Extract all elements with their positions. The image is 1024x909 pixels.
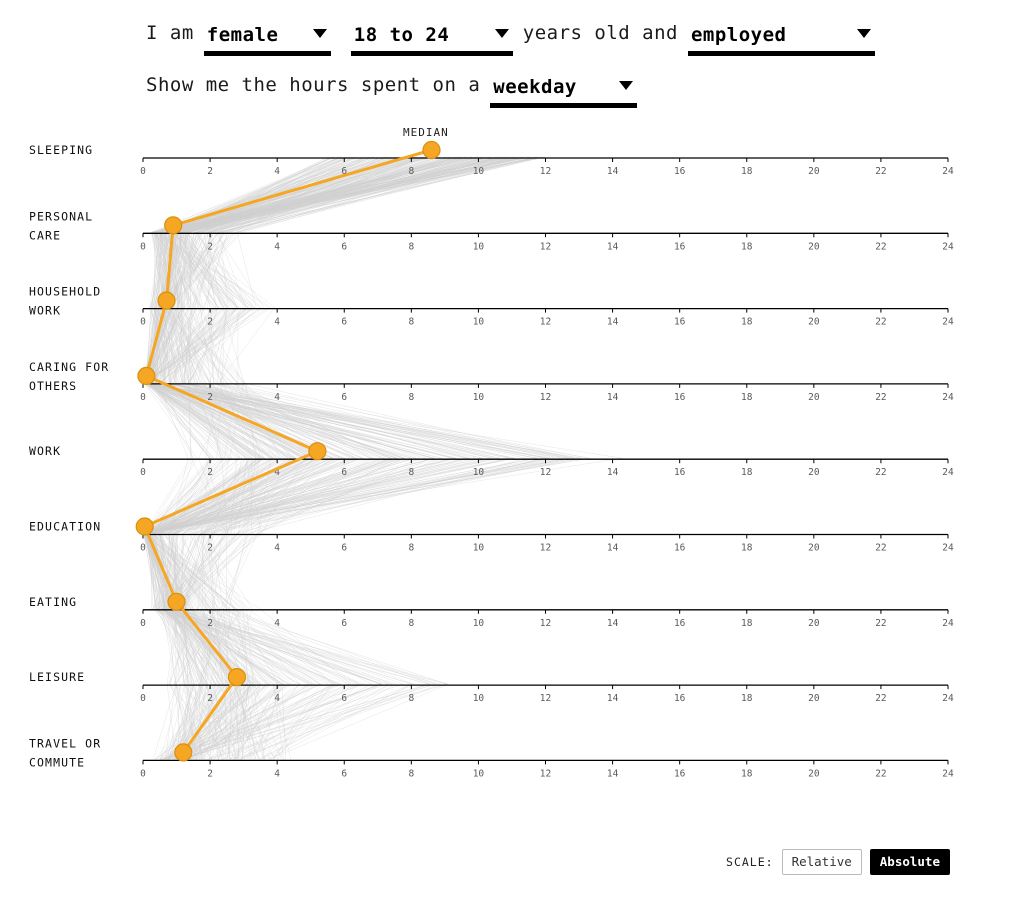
svg-text:6: 6 xyxy=(341,617,348,629)
employment-dropdown-value: employed xyxy=(690,24,787,46)
svg-text:0: 0 xyxy=(140,316,146,328)
svg-text:16: 16 xyxy=(673,693,686,705)
scale-relative-button[interactable]: Relative xyxy=(782,849,862,875)
age-dropdown[interactable] xyxy=(351,24,513,56)
svg-text:24: 24 xyxy=(942,542,954,554)
svg-text:0: 0 xyxy=(140,693,146,705)
category-label: PERSONAL xyxy=(29,209,94,224)
svg-text:12: 12 xyxy=(539,542,552,554)
svg-text:24: 24 xyxy=(942,617,954,629)
svg-text:10: 10 xyxy=(472,467,485,479)
category-label: TRAVEL OR xyxy=(29,736,102,751)
svg-text:18: 18 xyxy=(741,391,753,403)
chevron-down-icon xyxy=(313,29,327,38)
svg-text:22: 22 xyxy=(875,316,887,328)
svg-text:2: 2 xyxy=(207,166,213,177)
svg-text:4: 4 xyxy=(274,166,281,177)
category-label: WORK xyxy=(29,444,62,459)
svg-text:16: 16 xyxy=(673,617,686,629)
svg-text:20: 20 xyxy=(808,316,820,328)
median-point[interactable] xyxy=(136,518,153,535)
svg-text:2: 2 xyxy=(207,391,213,403)
svg-text:6: 6 xyxy=(341,166,348,177)
svg-text:16: 16 xyxy=(673,542,686,554)
category-label: LEISURE xyxy=(29,670,86,685)
svg-text:8: 8 xyxy=(408,693,415,705)
svg-text:0: 0 xyxy=(140,166,146,177)
svg-text:22: 22 xyxy=(875,693,887,705)
svg-text:14: 14 xyxy=(606,617,619,629)
svg-text:14: 14 xyxy=(606,467,619,479)
svg-text:20: 20 xyxy=(808,166,820,177)
chart-svg xyxy=(0,126,1024,816)
median-point[interactable] xyxy=(165,217,182,234)
category-label: CARE xyxy=(29,228,62,243)
svg-text:22: 22 xyxy=(875,617,887,629)
svg-text:22: 22 xyxy=(875,391,887,403)
svg-text:6: 6 xyxy=(341,693,348,705)
median-point[interactable] xyxy=(228,669,245,686)
svg-text:12: 12 xyxy=(539,768,552,780)
svg-text:20: 20 xyxy=(808,467,820,479)
svg-text:10: 10 xyxy=(472,693,485,705)
svg-text:12: 12 xyxy=(539,617,552,629)
svg-text:0: 0 xyxy=(140,768,146,780)
svg-text:6: 6 xyxy=(341,391,348,403)
svg-text:12: 12 xyxy=(539,693,552,705)
svg-text:0: 0 xyxy=(140,467,146,479)
svg-text:6: 6 xyxy=(341,768,348,780)
svg-text:0: 0 xyxy=(140,542,146,554)
svg-text:14: 14 xyxy=(606,542,619,554)
svg-text:20: 20 xyxy=(808,617,820,629)
svg-text:2: 2 xyxy=(207,542,213,554)
svg-text:20: 20 xyxy=(808,768,820,780)
category-label: OTHERS xyxy=(29,378,78,393)
svg-text:24: 24 xyxy=(942,166,954,177)
svg-text:4: 4 xyxy=(274,241,281,253)
svg-text:6: 6 xyxy=(341,316,348,328)
svg-text:2: 2 xyxy=(207,467,213,479)
parallel-axes-chart xyxy=(0,126,1024,816)
svg-text:12: 12 xyxy=(539,241,552,253)
svg-text:16: 16 xyxy=(673,166,686,177)
svg-text:12: 12 xyxy=(539,391,552,403)
category-label: SLEEPING xyxy=(29,143,94,157)
svg-text:10: 10 xyxy=(472,166,485,177)
svg-text:4: 4 xyxy=(274,768,281,780)
svg-text:24: 24 xyxy=(942,693,954,705)
svg-text:4: 4 xyxy=(274,617,281,629)
svg-text:10: 10 xyxy=(472,241,485,253)
svg-text:14: 14 xyxy=(606,768,619,780)
svg-text:8: 8 xyxy=(408,166,415,177)
svg-text:8: 8 xyxy=(408,768,415,780)
svg-text:6: 6 xyxy=(341,542,348,554)
category-label: COMMUTE xyxy=(29,755,86,770)
svg-text:12: 12 xyxy=(539,316,552,328)
svg-text:24: 24 xyxy=(942,391,954,403)
svg-text:0: 0 xyxy=(140,617,146,629)
svg-text:24: 24 xyxy=(942,768,954,780)
svg-text:16: 16 xyxy=(673,241,686,253)
svg-text:6: 6 xyxy=(341,241,348,253)
svg-text:14: 14 xyxy=(606,693,619,705)
svg-text:22: 22 xyxy=(875,241,887,253)
svg-text:14: 14 xyxy=(606,316,619,328)
svg-text:12: 12 xyxy=(539,467,552,479)
svg-text:10: 10 xyxy=(472,391,485,403)
svg-text:16: 16 xyxy=(673,768,686,780)
svg-text:22: 22 xyxy=(875,768,887,780)
median-point[interactable] xyxy=(175,744,192,761)
svg-text:0: 0 xyxy=(140,241,146,253)
svg-text:20: 20 xyxy=(808,241,820,253)
category-label: HOUSEHOLD xyxy=(29,284,102,299)
svg-text:2: 2 xyxy=(207,241,213,253)
gender-dropdown[interactable] xyxy=(204,24,331,56)
svg-text:4: 4 xyxy=(274,391,281,403)
median-point[interactable] xyxy=(158,292,175,309)
svg-text:20: 20 xyxy=(808,542,820,554)
employment-dropdown[interactable] xyxy=(688,24,875,56)
svg-text:10: 10 xyxy=(472,768,485,780)
chevron-down-icon xyxy=(857,29,871,38)
svg-text:10: 10 xyxy=(472,542,485,554)
svg-text:18: 18 xyxy=(741,467,753,479)
svg-text:10: 10 xyxy=(472,316,485,328)
svg-text:16: 16 xyxy=(673,467,686,479)
scale-label: SCALE: xyxy=(726,855,774,869)
daytype-dropdown-value: weekday xyxy=(493,76,577,98)
median-axis-label: MEDIAN xyxy=(403,126,449,139)
svg-text:8: 8 xyxy=(408,617,415,629)
svg-text:6: 6 xyxy=(341,467,348,479)
svg-text:14: 14 xyxy=(606,241,619,253)
svg-text:16: 16 xyxy=(673,316,686,328)
svg-text:8: 8 xyxy=(408,316,415,328)
gender-dropdown-value: female xyxy=(206,24,279,46)
svg-text:18: 18 xyxy=(741,316,753,328)
svg-text:4: 4 xyxy=(274,467,281,479)
svg-text:24: 24 xyxy=(942,241,954,253)
svg-text:22: 22 xyxy=(875,166,887,177)
svg-text:14: 14 xyxy=(606,166,619,177)
scale-absolute-button[interactable]: Absolute xyxy=(870,849,950,875)
svg-text:4: 4 xyxy=(274,316,281,328)
median-point[interactable] xyxy=(168,593,185,610)
filter-line-2 xyxy=(146,74,1024,106)
svg-text:18: 18 xyxy=(741,768,753,780)
filter-text-show-me-hours: Show me the hours spent on a xyxy=(146,74,481,96)
svg-text:2: 2 xyxy=(207,693,213,705)
category-label: CARING FOR xyxy=(29,359,110,374)
category-label: WORK xyxy=(29,303,62,318)
chevron-down-icon xyxy=(619,81,633,90)
filter-controls xyxy=(0,0,1024,106)
svg-text:24: 24 xyxy=(942,467,954,479)
median-point[interactable] xyxy=(309,443,326,460)
scale-toggle xyxy=(726,849,950,875)
svg-text:20: 20 xyxy=(808,391,820,403)
svg-text:2: 2 xyxy=(207,768,213,780)
svg-text:8: 8 xyxy=(408,241,415,253)
svg-text:22: 22 xyxy=(875,467,887,479)
age-dropdown-value: 18 to 24 xyxy=(353,24,450,46)
svg-text:18: 18 xyxy=(741,542,753,554)
svg-text:24: 24 xyxy=(942,316,954,328)
svg-text:22: 22 xyxy=(875,542,887,554)
svg-text:4: 4 xyxy=(274,542,281,554)
svg-text:14: 14 xyxy=(606,391,619,403)
svg-text:18: 18 xyxy=(741,617,753,629)
filter-prefix-i-am: I am xyxy=(146,22,194,44)
svg-text:20: 20 xyxy=(808,693,820,705)
median-point[interactable] xyxy=(138,367,155,384)
filter-text-years-old-and: years old and xyxy=(522,22,678,44)
svg-text:16: 16 xyxy=(673,391,686,403)
svg-text:2: 2 xyxy=(207,617,213,629)
svg-text:12: 12 xyxy=(539,166,552,177)
median-point[interactable] xyxy=(423,142,440,159)
svg-text:18: 18 xyxy=(741,166,753,177)
category-label: EATING xyxy=(29,594,78,609)
svg-text:4: 4 xyxy=(274,693,281,705)
svg-text:8: 8 xyxy=(408,391,415,403)
filter-line-1 xyxy=(146,22,1024,54)
svg-text:18: 18 xyxy=(741,241,753,253)
daytype-dropdown[interactable] xyxy=(490,76,637,108)
svg-text:2: 2 xyxy=(207,316,213,328)
svg-text:18: 18 xyxy=(741,693,753,705)
svg-text:10: 10 xyxy=(472,617,485,629)
svg-text:0: 0 xyxy=(140,391,146,403)
chevron-down-icon xyxy=(495,29,509,38)
category-label: EDUCATION xyxy=(29,519,102,534)
svg-text:8: 8 xyxy=(408,467,415,479)
svg-text:8: 8 xyxy=(408,542,415,554)
